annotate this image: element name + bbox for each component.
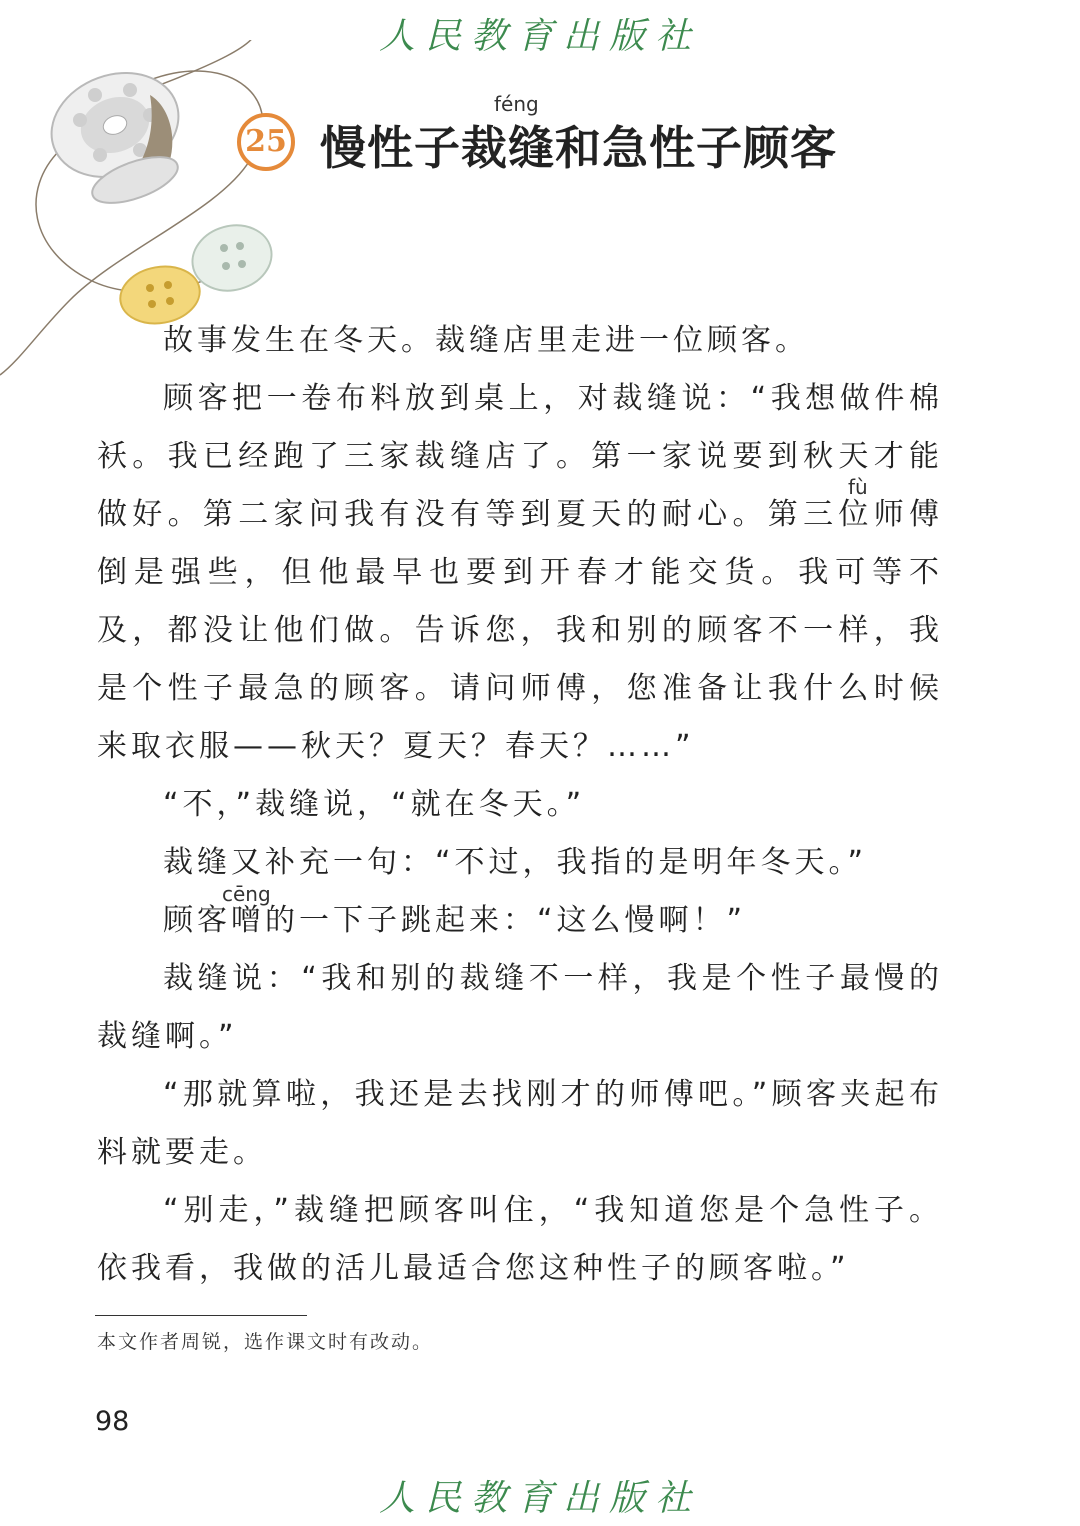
story-body <box>97 312 943 1298</box>
footnote-divider <box>95 1315 307 1316</box>
paragraph: 顾客把一卷布料放到桌上，对裁缝说：“我想做件棉袄。我已经跑了三家裁缝店了。第一家说要到秋天才能做好。第二家问我有没有等到夏天的耐心。第三位师傅倒是强些，但他最早也要到开春才能交货。我可等不及，都没让他们做。告诉您，我和别的顾客不一样，我是个性子最急的顾客。请问师傅，您准备让我什么时候来取衣服——秋天？夏天？春天？……” <box>97 381 943 764</box>
paragraph: 裁缝又补充一句：“不过，我指的是明年冬天。” <box>163 845 868 880</box>
pinyin-annotation-fu: fù <box>848 475 868 499</box>
paragraph: “别走，”裁缝把顾客叫住，“我知道您是个急性子。依我看，我做的活儿最适合您这种性子的顾客啦。” <box>97 1193 943 1286</box>
paragraph: “不，”裁缝说，“就在冬天。” <box>163 787 586 822</box>
footnote: 本文作者周锐，选作课文时有改动。 <box>97 1331 434 1353</box>
page-number: 98 <box>95 1406 130 1437</box>
paragraph: “那就算啦，我还是去找刚才的师傅吧。”顾客夹起布料就要走。 <box>97 1077 943 1170</box>
lesson-number-badge: 25 <box>237 113 295 171</box>
title-pinyin-annotation: féng <box>494 92 539 116</box>
lesson-title: 慢性子裁缝和急性子顾客 <box>320 121 837 175</box>
publisher-logo-bottom: 人民教育出版社 <box>378 1478 701 1519</box>
paragraph: 故事发生在冬天。裁缝店里走进一位顾客。 <box>163 323 809 358</box>
paragraph: 裁缝说：“我和别的裁缝不一样，我是个性子最慢的裁缝啊。” <box>97 961 943 1054</box>
paragraph: 顾客噌的一下子跳起来：“这么慢啊！” <box>163 903 747 938</box>
pinyin-annotation-ceng: cēng <box>222 882 271 906</box>
publisher-logo-top: 人民教育出版社 <box>378 16 701 57</box>
